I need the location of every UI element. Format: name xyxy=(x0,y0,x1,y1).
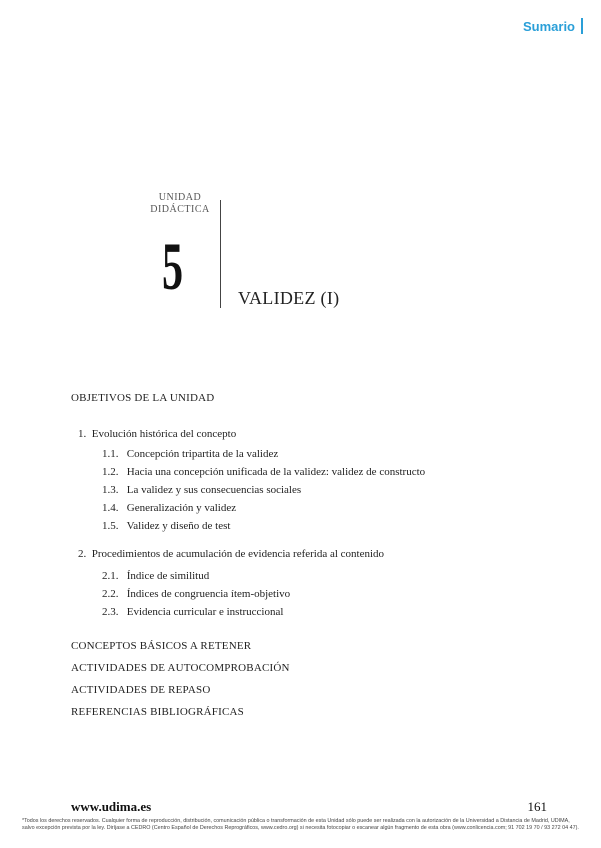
toc-item-2-2[interactable] xyxy=(102,588,290,600)
toc-item-label[interactable]: Hacia una concepción unificada de la validez: validez de constructo xyxy=(126,466,426,478)
toc-item-2-3[interactable] xyxy=(102,606,283,618)
toc-conceptos-link[interactable]: CONCEPTOS BÁSICOS A RETENER xyxy=(71,640,252,652)
toc-item-1-5[interactable] xyxy=(102,520,230,532)
toc-item-1-4[interactable] xyxy=(102,502,236,514)
toc-item-label[interactable]: Concepción tripartita de la validez xyxy=(126,448,279,460)
toc-item-number: 2.1. xyxy=(102,570,119,582)
toc-item-label[interactable]: Validez y diseño de test xyxy=(126,520,231,532)
unit-number: 5 xyxy=(162,228,184,304)
toc-section-number: 1. xyxy=(78,428,87,440)
toc-section-2[interactable] xyxy=(78,548,384,560)
toc-autocomprobacion[interactable] xyxy=(71,662,290,674)
toc-item-2-1[interactable] xyxy=(102,570,209,582)
toc-section-number: 2. xyxy=(78,548,87,560)
toc-item-number: 2.2. xyxy=(102,588,119,600)
toc-objetivos-link[interactable]: OBJETIVOS DE LA UNIDAD xyxy=(71,392,215,404)
sumario-divider xyxy=(581,18,583,34)
toc-item-1-2[interactable] xyxy=(102,466,425,478)
toc-item-number: 1.3. xyxy=(102,484,119,496)
toc-item-number: 2.3. xyxy=(102,606,119,618)
toc-conceptos[interactable] xyxy=(71,640,251,652)
toc-item-number: 1.2. xyxy=(102,466,119,478)
toc-item-label[interactable]: Índices de congruencia ítem-objetivo xyxy=(126,588,291,600)
unit-title: VALIDEZ (I) xyxy=(238,288,340,308)
toc-item-1-1[interactable] xyxy=(102,448,278,460)
sumario-label: Sumario xyxy=(522,18,575,34)
toc-section-label[interactable]: Evolución histórica del concepto xyxy=(91,428,237,440)
page-number: 161 xyxy=(527,799,547,814)
toc-item-label[interactable]: Evidencia curricular e instruccional xyxy=(126,606,284,618)
toc-autocomprobacion-link[interactable]: ACTIVIDADES DE AUTOCOMPROBACIÓN xyxy=(71,662,290,674)
toc-referencias-link[interactable]: REFERENCIAS BIBLIOGRÁFICAS xyxy=(71,706,244,718)
sumario-link[interactable] xyxy=(523,18,583,34)
toc-item-number: 1.1. xyxy=(102,448,119,460)
toc-item-label[interactable]: Índice de similitud xyxy=(126,570,210,582)
toc-item-number: 1.5. xyxy=(102,520,119,532)
unit-label-line2: DIDÁCTICA xyxy=(150,204,210,215)
unit-divider xyxy=(220,200,221,308)
toc-item-number: 1.4. xyxy=(102,502,119,514)
toc-section-label[interactable]: Procedimientos de acumulación de evidencia referida al contenido xyxy=(91,548,385,560)
toc-repaso-link[interactable]: ACTIVIDADES DE REPASO xyxy=(71,684,211,696)
toc-section-1[interactable] xyxy=(78,428,236,440)
toc-item-label[interactable]: La validez y sus consecuencias sociales xyxy=(126,484,302,496)
unit-badge xyxy=(140,192,220,304)
toc-repaso[interactable] xyxy=(71,684,210,696)
toc-objetivos[interactable] xyxy=(71,392,214,404)
toc-item-1-3[interactable] xyxy=(102,484,301,496)
legal-notice: *Todos los derechos reservados. Cualquier forma de reproducción, distribución, comunicación pública o transformación de esta Unidad sólo puede ser realizada con la autorización de la Universidad a Distancia de Madrid, UDIMA, salvo excepción prevista por la ley. Diríjase a CEDRO (Centro Español de Derechos Reprográficos, www.cedro.org) si necesita fotocopiar o escanear algún fragmento de esta obra (www.conlicencia.com; 91 702 19 70 / 93 272 04 47). xyxy=(22,818,579,831)
toc-item-label[interactable]: Generalización y validez xyxy=(126,502,237,514)
toc-referencias[interactable] xyxy=(71,706,244,718)
footer-url[interactable]: www.udima.es xyxy=(71,799,152,814)
unit-label-line1: UNIDAD xyxy=(158,192,202,203)
